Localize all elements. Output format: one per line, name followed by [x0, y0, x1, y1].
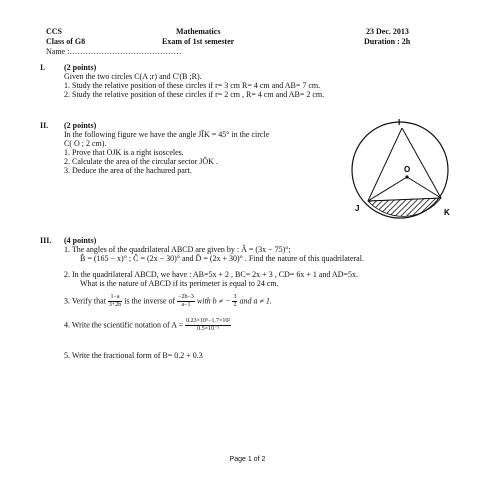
label-k: K — [444, 208, 450, 217]
exam-duration: Duration : 2h — [364, 37, 411, 46]
fraction-a-numerator: 0.23×10⁵−1.7×10² — [186, 318, 231, 324]
section-2-item-2: 2. Calculate the area of the circular sector JÔK . — [64, 157, 218, 166]
question-3 — [64, 294, 272, 309]
fraction-3-denominator: 2 — [233, 302, 237, 308]
question-3-with: with b ≠ − — [196, 296, 231, 306]
segment-ok — [407, 177, 441, 198]
circle-figure — [340, 118, 460, 228]
question-3-prefix: 3. Verify that — [64, 296, 106, 306]
section-2-item-1: 1. Prove that OJK is a right isosceles. — [64, 148, 184, 157]
fraction-2 — [177, 294, 195, 309]
fraction-1-denominator: 3+2b — [108, 302, 122, 308]
question-2-line-2: What is the nature of ABCD if its perimeter is equal to 24 cm. — [80, 279, 279, 288]
question-4 — [64, 318, 231, 333]
section-1-intro: Given the two circles C(A ;r) and C'(B ;R). — [64, 72, 202, 81]
fraction-2-numerator: −2b−3 — [178, 294, 194, 300]
segment-ik — [402, 128, 441, 198]
fraction-2-denominator: a−1 — [181, 302, 191, 308]
question-3-end: and a ≠ 1. — [239, 296, 272, 306]
question-4-prefix: 4. Write the scientific notation of A = — [64, 320, 184, 330]
section-1-item-1: 1. Study the relative position of these circles if r= 3 cm R= 4 cm and AB= 7 cm. — [64, 81, 321, 90]
section-3-points: (4 points) — [64, 236, 97, 245]
fraction-3 — [232, 294, 237, 309]
section-2-points: (2 points) — [64, 121, 97, 130]
fraction-a-denominator: 0.5×10⁻¹ — [197, 326, 220, 332]
section-3-number: III. — [40, 236, 52, 245]
section-2-number: II. — [40, 121, 49, 130]
label-o: O — [404, 165, 411, 174]
class-label: Class of G8 — [46, 37, 86, 46]
center-point-o — [405, 175, 408, 178]
fraction-a — [185, 318, 231, 333]
section-2-item-3: 3. Deduce the area of the hachured part. — [64, 166, 192, 175]
label-j: J — [355, 204, 360, 213]
exam-title: Exam of 1st semester — [162, 37, 235, 46]
question-3-middle: is the inverse of — [124, 296, 176, 306]
question-1-line-2: B̂ = (165 − x)° ; Ĉ = (2x − 30)° and D̂ = (2x + 30)° . Find the nature of this quadrilateral. — [80, 254, 364, 263]
school-name: CCS — [46, 27, 63, 36]
section-1-points: (2 points) — [64, 63, 97, 72]
question-1-line-1: 1. The angles of the quadrilateral ABCD are given by : Â = (3x − 75)°; — [64, 245, 291, 254]
name-field: Name :…………………………………… — [46, 47, 182, 56]
question-5: 5. Write the fractional form of B= 0.2 + 0.3 — [64, 351, 203, 360]
fraction-1-numerator: 1−a — [108, 294, 122, 302]
section-1-number: I. — [40, 63, 46, 72]
section-2-intro-2: C( O ; 2 cm). — [64, 139, 107, 148]
fraction-1 — [108, 294, 122, 309]
question-2-line-1: 2. In the quadrilateral ABCD, we have : AB=5x + 2 , BC= 2x + 3 , CD= 6x + 1 and AD=5x. — [64, 270, 358, 279]
exam-date: 23 Dec. 2013 — [366, 27, 409, 36]
section-2-intro: In the following figure we have the angle JÎK = 45° in the circle — [64, 130, 270, 139]
page-number: Page 1 of 2 — [229, 456, 266, 463]
section-1-item-2: 2. Study the relative position of these circles if r= 2 cm , R= 4 cm and AB= 2 cm. — [64, 90, 325, 99]
subject-title: Mathematics — [176, 27, 221, 36]
fraction-3-numerator: 3 — [233, 294, 237, 300]
label-i: I — [398, 118, 401, 127]
